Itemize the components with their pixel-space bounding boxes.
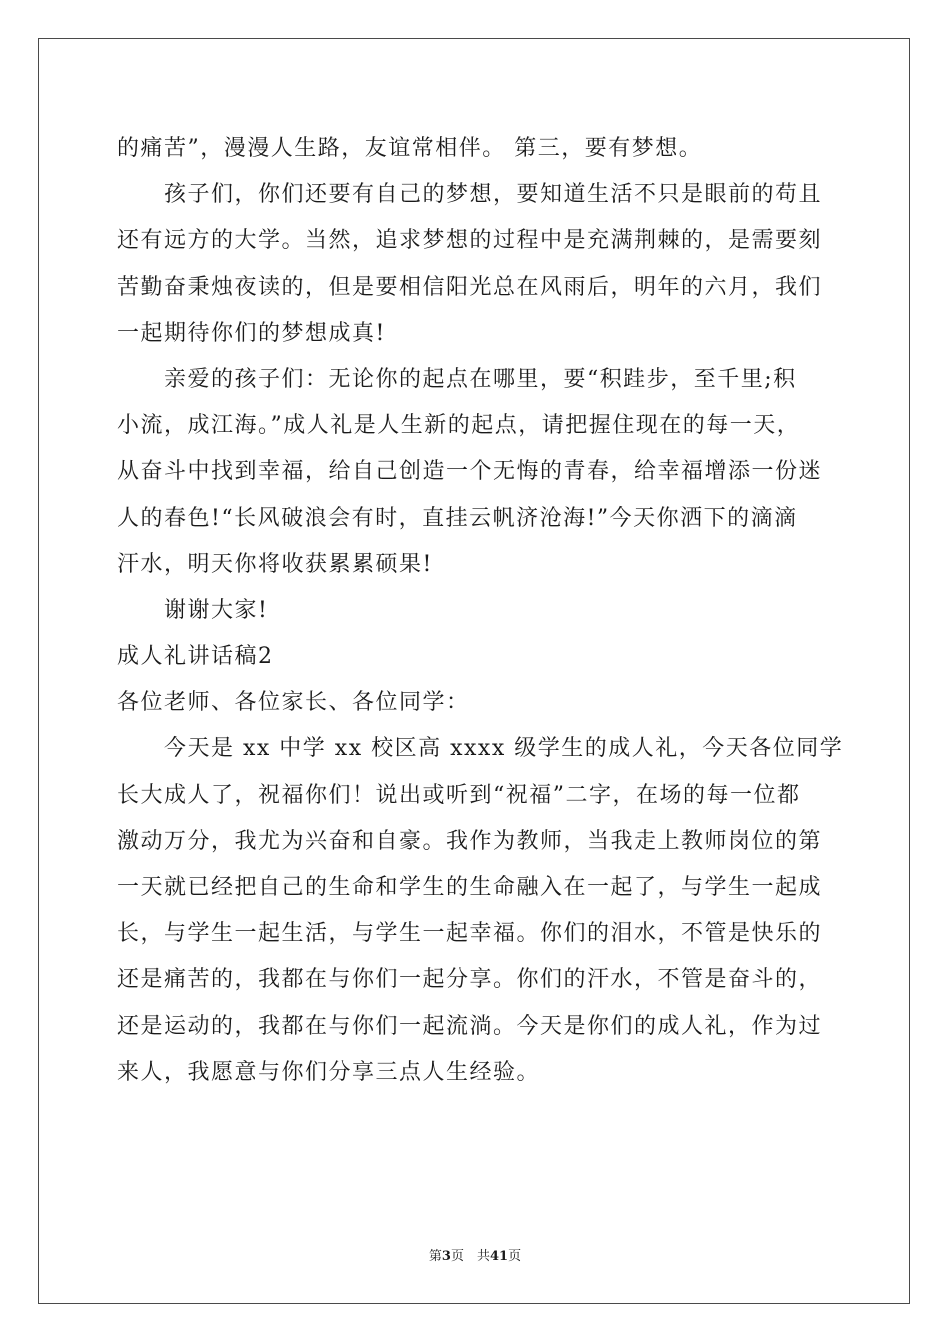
text-line: 激动万分，我尤为兴奋和自豪。我作为教师，当我走上教师岗位的第 (117, 828, 823, 854)
text-line: 来人，我愿意与你们分享三点人生经验。 (117, 1059, 541, 1085)
text-line: 长，与学生一起生活，与学生一起幸福。你们的泪水，不管是快乐的 (117, 921, 823, 947)
text-line: 还是痛苦的，我都在与你们一起分享。你们的汗水，不管是奋斗的， (117, 967, 823, 993)
footer-suffix: 页 (508, 1249, 522, 1264)
text-line: 汗水，明天你将收获累累硕果! (117, 551, 433, 577)
footer-prefix: 第 (428, 1249, 442, 1264)
text-line: 一天就已经把自己的生命和学生的生命融入在一起了，与学生一起成 (117, 875, 823, 900)
text-line: 小流，成江海。”成人礼是人生新的起点，请把握住现在的每一天， (117, 413, 801, 439)
text-line: 人的春色!“长风破浪会有时，直挂云帆济沧海!”今天你洒下的滴滴 (117, 505, 798, 531)
document-body (117, 126, 844, 1096)
text-line: 从奋斗中找到幸福，给自己创造一个无悔的青春，给幸福增添一份迷 (117, 459, 823, 485)
text-line: 苦勤奋秉烛夜读的，但是要相信阳光总在风雨后，明年的六月，我们 (117, 274, 823, 300)
text-line: 孩子们，你们还要有自己的梦想，要知道生活不只是眼前的苟且 (164, 182, 823, 208)
salutation: 各位老师、各位家长、各位同学： (117, 690, 470, 716)
text-line: 长大成人了，祝福你们！说出或听到“祝福”二字，在场的每一位都 (117, 782, 801, 808)
section-title: 成人礼讲话稿2 (117, 644, 274, 670)
current-page-number: 3 (441, 1249, 451, 1264)
page-footer (0, 1247, 950, 1267)
total-pages-number: 41 (489, 1249, 509, 1264)
text-line: 还有远方的大学。当然，追求梦想的过程中是充满荆棘的，是需要刻 (117, 228, 823, 254)
text-line: 一起期待你们的梦想成真! (117, 320, 386, 346)
text-line: 今天是 xx 中学 xx 校区高 xxxx 级学生的成人礼，今天各位同学 (164, 736, 844, 762)
footer-middle: 页 共 (450, 1249, 490, 1264)
text-line: 的痛苦”，漫漫人生路，友谊常相伴。 第三，要有梦想。 (117, 136, 703, 161)
text-line: 亲爱的孩子们：无论你的起点在哪里，要“积跬步，至千里;积 (164, 366, 797, 392)
text-line: 还是运动的，我都在与你们一起流淌。今天是你们的成人礼，作为过 (117, 1013, 823, 1039)
closing-line: 谢谢大家! (164, 597, 269, 623)
